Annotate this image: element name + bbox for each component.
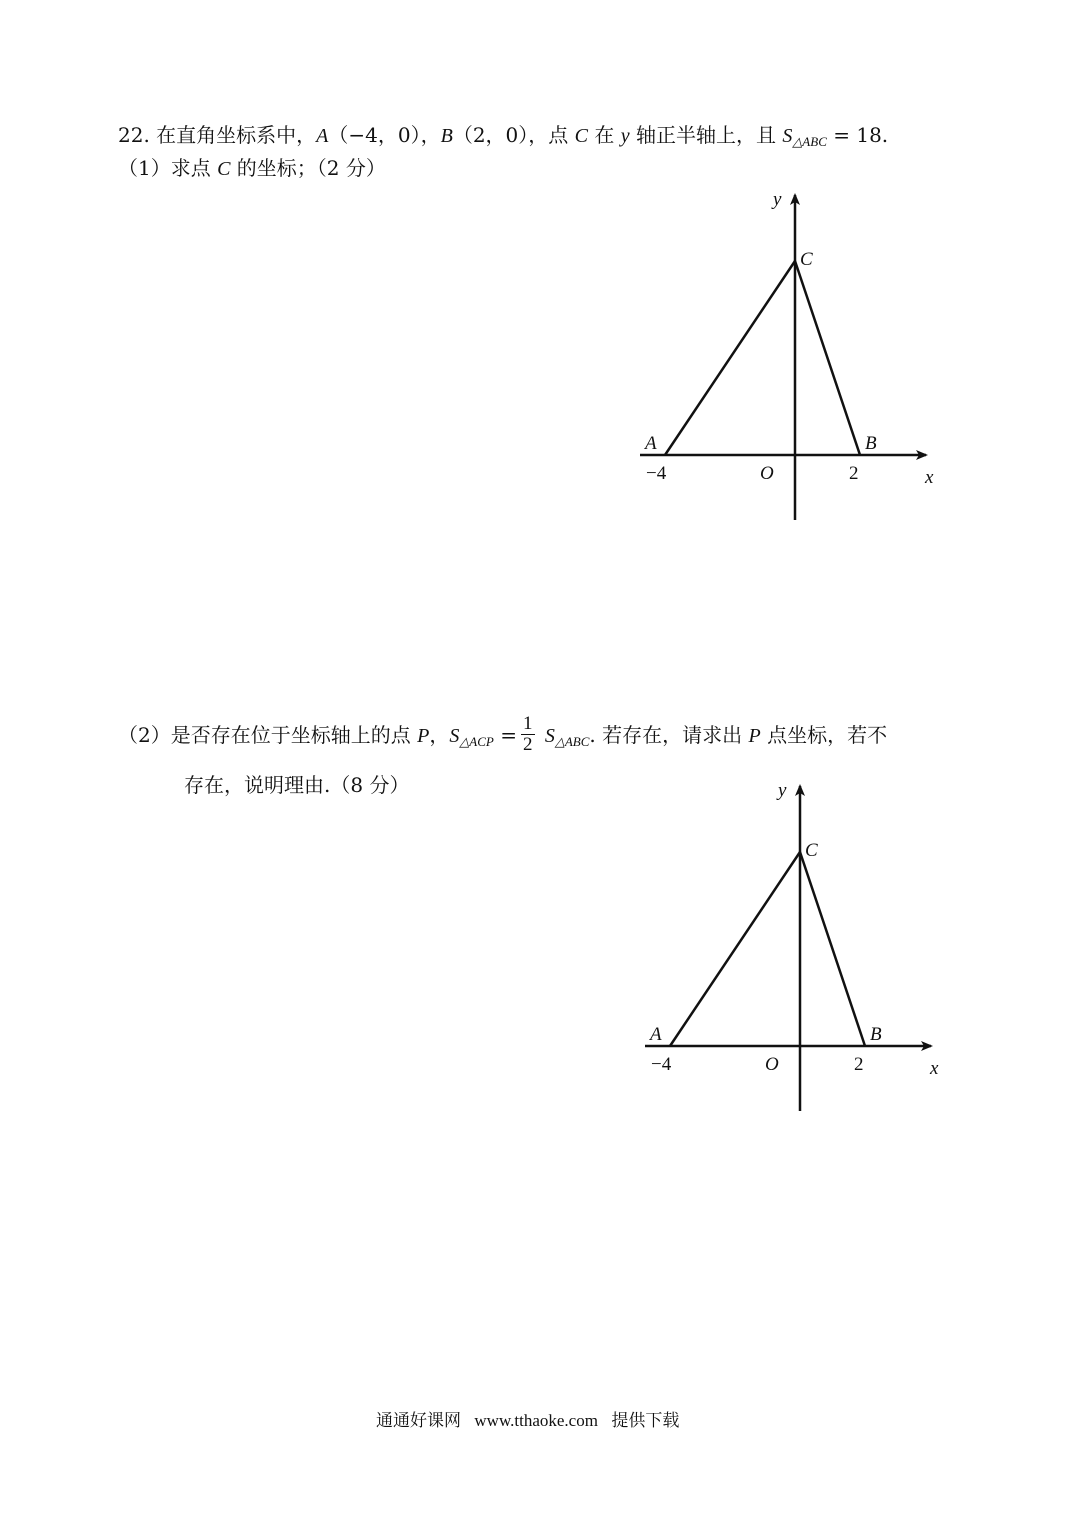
text-on: 在: [594, 123, 615, 147]
triangle-acp-subscript: △ACP: [459, 734, 494, 749]
fraction-numerator: 1: [523, 713, 533, 734]
tick-neg4-label: −4: [651, 1054, 672, 1075]
origin-label: O: [760, 463, 774, 484]
point-a-label: A: [650, 1024, 662, 1045]
footer-suffix: 提供下载: [611, 1411, 680, 1431]
point-a-coords: （−4，0），: [328, 123, 441, 147]
tick-neg4-label: −4: [646, 463, 667, 484]
triangle-abc-subscript: △ABC: [792, 134, 827, 149]
part2-prefix: （2）是否存在位于坐标轴上的点: [118, 723, 411, 747]
point-a-label: A: [316, 125, 329, 147]
x-axis-label: x: [925, 467, 934, 488]
point-b-label: B: [865, 433, 877, 454]
coordinate-figure-2: [635, 776, 975, 1126]
triangle-abc-subscript-2: △ABC: [554, 734, 590, 749]
point-c-label: C: [800, 249, 813, 270]
equals-sign: =: [493, 723, 517, 747]
area-symbol-abc: S: [544, 725, 555, 747]
point-b-coords: （2，0），点: [452, 123, 569, 147]
origin-label: O: [765, 1054, 779, 1075]
intro-text: 在直角坐标系中，: [156, 123, 317, 147]
y-axis-label: y: [773, 189, 782, 210]
area-symbol-acp: S: [449, 725, 460, 747]
y-axis-label: y: [778, 780, 787, 801]
question-number: 22: [118, 123, 144, 147]
footer-url[interactable]: www.tthaoke.com: [474, 1411, 598, 1430]
question-stem: 22. 在直角坐标系中，A（−4，0），B（2，0），点 C 在 y 轴正半轴上，且 $S_{\triangle ABC} = 18$.: [118, 123, 889, 149]
coordinate-figure-1: [630, 185, 970, 535]
part2-prompt-line1: [118, 715, 887, 762]
area-value: = 18.: [826, 123, 889, 147]
tick-2-label: 2: [849, 463, 859, 484]
segment-bc: [800, 852, 865, 1046]
part2-point-p-2: P: [748, 725, 761, 747]
part1-point-c: C: [217, 158, 231, 180]
footer-site-name: 通通好课网: [376, 1411, 461, 1431]
tick-2-label: 2: [854, 1054, 864, 1075]
page-footer: [376, 1406, 679, 1431]
part2-point-p: P: [417, 725, 430, 747]
segment-ac: [670, 852, 800, 1046]
part1-suffix: 的坐标；（2 分）: [236, 156, 386, 180]
part2-text-end: 点坐标，若不: [767, 723, 888, 747]
point-a-label: A: [645, 433, 657, 454]
x-axis-label: x: [930, 1058, 939, 1079]
part1-prefix: （1）求点: [118, 156, 211, 180]
area-symbol: S: [782, 125, 793, 147]
part2-text-after: . 若存在，请求出: [589, 723, 743, 747]
part1-prompt: [118, 155, 386, 182]
point-b-label: B: [870, 1024, 882, 1045]
segment-ac: [665, 261, 795, 455]
y-variable: y: [620, 125, 630, 147]
part2-prompt-line2: [184, 772, 409, 798]
segment-bc: [795, 261, 860, 455]
text-axis: 轴正半轴上，且: [635, 123, 776, 147]
point-b-label: B: [440, 125, 453, 147]
part2-comma: ，: [429, 723, 450, 747]
part2-line2: 存在，说明理由.（8 分）: [184, 773, 410, 797]
point-c-label: C: [805, 840, 818, 861]
fraction-denominator: 2: [523, 734, 533, 755]
fraction-one-half: [521, 714, 535, 755]
point-c-label: C: [574, 125, 588, 147]
